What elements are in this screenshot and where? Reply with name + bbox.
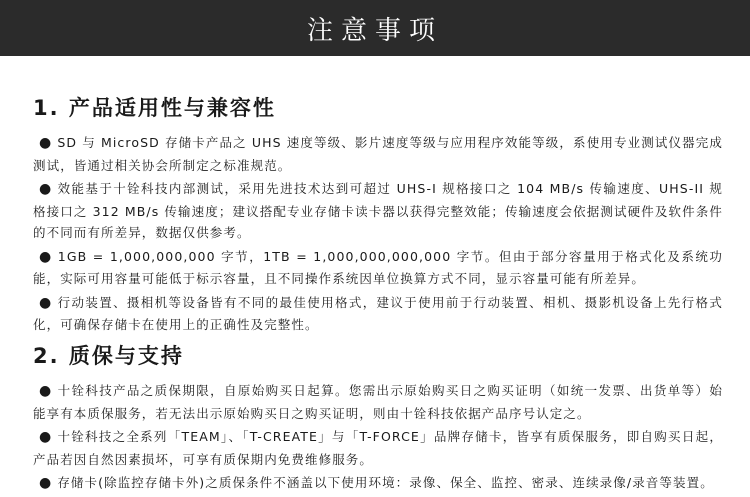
section-heading: 1. 产品适用性与兼容性 bbox=[33, 96, 276, 120]
bullet-dot-icon: ● bbox=[39, 383, 53, 399]
bullet-dot-icon: ● bbox=[39, 135, 53, 151]
bullet-item bbox=[33, 246, 723, 290]
bullet-list bbox=[33, 132, 723, 336]
bullet-text: 行动装置、摄相机等设备皆有不同的最佳使用格式，建议于使用前于行动装置、相机、摄影机设备上先行格式化，可确保存储卡在使用上的正确性及完整性。 bbox=[33, 294, 723, 332]
header-banner bbox=[0, 0, 750, 56]
bullet-item bbox=[33, 132, 723, 176]
bullet-dot-icon: ● bbox=[39, 475, 53, 491]
section-compatibility bbox=[33, 92, 723, 338]
bullet-item bbox=[33, 472, 723, 495]
page-title: 注意事项 bbox=[306, 15, 443, 46]
bullet-text: 十铨科技之全系列「TEAM」、「T-CREATE」与「T-FORCE」品牌存储卡，皆享有质保服务，即自购买日起，产品若因自然因素损坏，可享有质保期内免费维修服务。 bbox=[33, 429, 723, 467]
bullet-dot-icon: ● bbox=[39, 181, 53, 197]
bullet-dot-icon: ● bbox=[39, 248, 53, 265]
bullet-text: 1GB = 1,000,000,000 字节，1TB = 1,000,000,000,000 字节。但由于部分容量用于格式化及系统功能，实际可用容量可能低于标示容量，且不同操作系统因单位换算方式不同，显示容量可能有所差异。 bbox=[33, 248, 723, 286]
bullet-item bbox=[33, 178, 723, 244]
bullet-text: 存储卡(除监控存储卡外)之质保条件不涵盖以下使用环境：录像、保全、监控、密录、连续录像/录音等装置。 bbox=[57, 475, 714, 490]
section-warranty bbox=[33, 340, 723, 497]
bullet-item bbox=[33, 380, 723, 424]
section-heading: 2. 质保与支持 bbox=[33, 344, 184, 368]
bullet-text: 十铨科技产品之质保期限，自原始购买日起算。您需出示原始购买日之购买证明（如统一发票、出货单等）始能享有本质保服务，若无法出示原始购买日之购买证明，则由十铨科技依据产品序号认定之。 bbox=[33, 383, 723, 421]
bullet-text: 效能基于十铨科技内部测试，采用先进技术达到可超过 UHS-I 规格接口之 104 MB/s 传输速度、UHS-II 规格接口之 312 MB/s 传输速度；建议搭配专业存储卡读卡器以获得完整效能；传输速度会依据测试硬件及软件条件的不同而有所差异，数据仅供参考。 bbox=[33, 181, 723, 240]
bullet-list bbox=[33, 380, 723, 495]
bullet-item bbox=[33, 292, 723, 336]
bullet-dot-icon: ● bbox=[39, 429, 53, 445]
bullet-dot-icon: ● bbox=[39, 294, 53, 311]
bullet-text: SD 与 MicroSD 存储卡产品之 UHS 速度等级、影片速度等级与应用程序效能等级，系使用专业测试仪器完成测试，皆通过相关协会所制定之标准规范。 bbox=[33, 135, 723, 173]
bullet-item bbox=[33, 426, 723, 470]
